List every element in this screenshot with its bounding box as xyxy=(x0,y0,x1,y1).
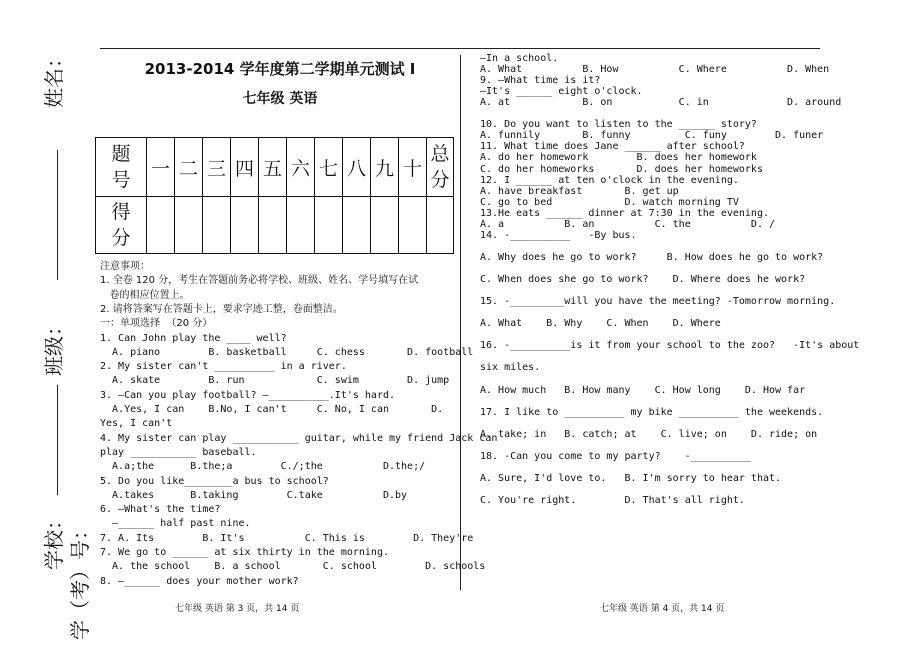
question-line: A. How much B. How many C. How long D. How far xyxy=(480,384,806,396)
score-cell[interactable] xyxy=(175,197,203,254)
question-line: 2. 请将答案写在答题卡上，要求字迹工整，卷面整洁。 xyxy=(100,303,343,315)
question-line: 8. —______ does your mother work? xyxy=(100,575,299,587)
class-line xyxy=(57,385,58,495)
question-line: A. funnily B. funny C. funy D. funer xyxy=(480,130,824,142)
score-cell[interactable] xyxy=(259,197,287,254)
col-1: 一 xyxy=(147,138,175,197)
question-line: A.Yes, I can B.No, I can't C. No, I can D. xyxy=(100,404,444,415)
question-line: A. What B. How C. Where D. When xyxy=(480,64,830,76)
question-line: 16. -__________is it from your school to the zoo? -It's about xyxy=(480,340,860,352)
col-5: 五 xyxy=(259,138,287,197)
question-line: C. go to bed D. watch morning TV xyxy=(480,196,739,208)
footer-left: 七年级 英语 第 3 页，共 14 页 xyxy=(175,604,300,614)
score-cell[interactable] xyxy=(399,197,427,254)
question-line: C. When does she go to work? D. Where does he work? xyxy=(480,274,806,285)
exam-subtitle: 七年级 英语 xyxy=(242,91,318,107)
score-cell[interactable] xyxy=(147,197,175,254)
question-line: 11. What time does Jane ______ after school? xyxy=(480,141,745,153)
question-line: A.a;the B.the;a C./;the D.the;/ xyxy=(100,461,426,473)
question-line: 卷的相应位置上。 xyxy=(100,289,190,301)
question-line: 18. -Can you come to my party? -__________ xyxy=(480,450,751,462)
question-line: A. the school B. a school C. school D. schools xyxy=(100,561,486,573)
total-header: 总 分 xyxy=(427,138,454,197)
question-line: 一：单项选择 （20 分） xyxy=(100,318,213,330)
score-header: 得 分 xyxy=(96,197,147,254)
question-line: C. You're right. D. That's all right. xyxy=(480,495,745,506)
question-line: 10. Do you want to listen to the ______ story? xyxy=(480,119,757,131)
question-line: 2. My sister can't __________ in a river. xyxy=(100,361,347,373)
question-line: A. have breakfast B. get up xyxy=(480,185,679,197)
question-line: 1. 全卷 120 分，考生在答题前务必将学校、班级、姓名、学号填写在试 xyxy=(100,275,419,287)
col-10: 十 xyxy=(399,138,427,197)
col-6: 六 xyxy=(287,138,315,197)
score-cell[interactable] xyxy=(343,197,371,254)
page-divider xyxy=(460,55,461,590)
name-line xyxy=(57,150,58,280)
question-line: A. skate B. run C. swim D. jump xyxy=(100,375,450,387)
name-label: 姓名： xyxy=(42,48,66,108)
score-cell[interactable] xyxy=(315,197,343,254)
question-line: A. piano B. basketball C. chess D. football xyxy=(100,346,474,358)
question-line: A. take; in B. catch; at C. live; on D. ride; on xyxy=(480,428,818,440)
question-line: 13.He eats ______ dinner at 7:30 in the evening. xyxy=(480,207,769,219)
question-line: Yes, I can't xyxy=(100,418,173,430)
score-table xyxy=(95,137,454,254)
question-line: 5. Do you like________a bus to school? xyxy=(100,475,329,487)
score-cell[interactable] xyxy=(371,197,399,254)
question-line: 注意事项： xyxy=(100,261,150,272)
question-line: 7. A. Its B. It's C. This is D. They're xyxy=(100,532,474,544)
question-line: 12. I ______ at ten o'clock in the evening. xyxy=(480,174,739,186)
question-line: A. a B. an C. the D. / xyxy=(480,218,776,230)
question-number-header: 题 号 xyxy=(96,138,147,197)
score-cell[interactable] xyxy=(287,197,315,254)
question-line: 14. -__________ -By bus. xyxy=(480,229,637,241)
question-line: A. at B. on C. in D. around xyxy=(480,97,842,109)
question-line: C. do her homeworks D. does her homeworks xyxy=(480,163,763,175)
exam-title: 2013-2014 学年度第二学期单元测试 I xyxy=(144,60,416,78)
col-3: 三 xyxy=(203,138,231,197)
question-line: 6. —What's the time? xyxy=(100,504,221,516)
school-label: 学校： xyxy=(42,510,66,570)
question-line: 1. Can John play the ____ well? xyxy=(100,332,287,344)
col-4: 四 xyxy=(231,138,259,197)
id-label: 学（考）号： xyxy=(68,520,92,640)
col-2: 二 xyxy=(175,138,203,197)
score-cell[interactable] xyxy=(231,197,259,254)
score-cell[interactable] xyxy=(203,197,231,254)
question-line: A. do her homework B. does her homework xyxy=(480,152,757,164)
question-line: 7. We go to ______ at six thirty in the morning. xyxy=(100,547,389,558)
question-line: —It's ______ eight o'clock. xyxy=(480,86,643,98)
question-line: —______ half past nine. xyxy=(100,518,251,530)
question-line: six miles. xyxy=(480,362,541,374)
question-line: 4. My sister can play ___________ guitar, while my friend Jack can xyxy=(100,432,498,444)
top-rule xyxy=(100,48,820,49)
footer-right: 七年级 英语 第 4 页，共 14 页 xyxy=(600,604,725,614)
question-line: 3. —Can you play football? —__________.It's hard. xyxy=(100,389,396,401)
question-line: —In a school. xyxy=(480,53,559,64)
col-9: 九 xyxy=(371,138,399,197)
col-7: 七 xyxy=(315,138,343,197)
question-line: 17. I like to __________ my bike __________ the weekends. xyxy=(480,406,824,418)
question-line: 9. —What time is it? xyxy=(480,75,601,87)
question-line: play ___________ baseball. xyxy=(100,446,257,458)
question-line: A.takes B.taking C.take D.by xyxy=(100,489,408,501)
class-label: 班级： xyxy=(42,316,66,376)
question-line: A. What B. Why C. When D. Where xyxy=(480,318,721,330)
question-line: A. Why does he go to work? B. How does he go to work? xyxy=(480,251,824,263)
col-8: 八 xyxy=(343,138,371,197)
question-line: A. Sure, I'd love to. B. I'm sorry to hear that. xyxy=(480,472,782,484)
total-score-cell[interactable] xyxy=(427,197,454,254)
question-line: 15. -_________will you have the meeting? -Tomorrow morning. xyxy=(480,296,836,308)
